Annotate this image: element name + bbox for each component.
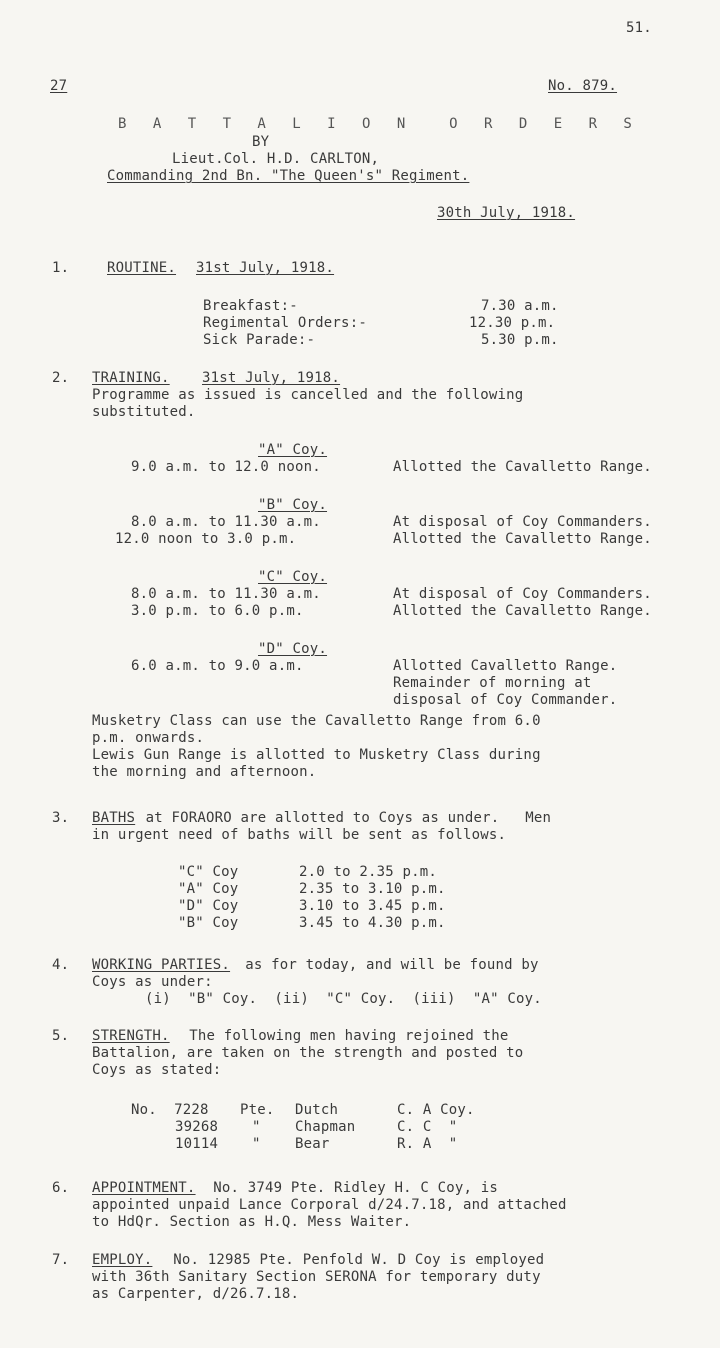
routine-time: 7.30 a.m. (481, 298, 559, 314)
employ-text: as Carpenter, d/26.7.18. (92, 1286, 300, 1302)
strength-number: No. 7228 (131, 1102, 209, 1118)
coy-duty: Allotted Cavalletto Range. (393, 658, 618, 674)
baths-coy: "C" Coy (178, 864, 239, 880)
training-note: p.m. onwards. (92, 730, 205, 746)
working-parties-text: as for today, and will be found by (228, 957, 539, 973)
strength-coy: R. A " (397, 1136, 458, 1152)
section-number: 3. (52, 810, 70, 826)
section-heading-working-parties: WORKING PARTIES. (92, 957, 231, 973)
strength-text: Coys as stated: (92, 1062, 222, 1078)
baths-time: 3.45 to 4.30 p.m. (299, 915, 446, 931)
strength-number: 10114 (175, 1136, 219, 1152)
strength-rank: Pte. (240, 1102, 275, 1118)
coy-time: 8.0 a.m. to 11.30 a.m. (131, 514, 321, 530)
employ-text: with 36th Sanitary Section SERONA for temporary duty (92, 1269, 541, 1285)
section-number: 5. (52, 1028, 70, 1044)
strength-text: The following men having rejoined the (172, 1028, 509, 1044)
section-heading-training: TRAINING. (92, 370, 170, 386)
orders-date: 30th July, 1918. (437, 205, 576, 221)
baths-time: 2.0 to 2.35 p.m. (299, 864, 438, 880)
working-parties-text: Coys as under: (92, 974, 213, 990)
section-heading-routine: ROUTINE. (107, 260, 177, 276)
section-number: 4. (52, 957, 70, 973)
coy-duty: Allotted the Cavalletto Range. (393, 603, 652, 619)
page-number: 51. (626, 20, 652, 36)
routine-label: Regimental Orders:- (203, 315, 367, 331)
working-parties-coys: (i) "B" Coy. (ii) "C" Coy. (iii) "A" Coy. (145, 991, 542, 1007)
coy-heading-c: "C" Coy. (258, 569, 328, 585)
routine-time: 5.30 p.m. (481, 332, 559, 348)
baths-coy: "D" Coy (178, 898, 239, 914)
section-number: 7. (52, 1252, 70, 1268)
training-intro: Programme as issued is cancelled and the following (92, 387, 524, 403)
strength-rank: " (252, 1119, 261, 1135)
coy-time: 8.0 a.m. to 11.30 a.m. (131, 586, 321, 602)
strength-coy: C. A Coy. (397, 1102, 475, 1118)
orders-by: BY (252, 134, 270, 150)
baths-coy: "A" Coy (178, 881, 239, 897)
strength-name: Chapman (295, 1119, 356, 1135)
appointment-text: No. 3749 Pte. Ridley H. C Coy, is (196, 1180, 499, 1196)
baths-coy: "B" Coy (178, 915, 239, 931)
routine-label: Sick Parade:- (203, 332, 316, 348)
baths-text: at FORAORO are allotted to Coys as under. Men (137, 810, 552, 826)
section-number: 2. (52, 370, 70, 386)
coy-duty-extra: disposal of Coy Commander. (393, 692, 618, 708)
coy-time: 6.0 a.m. to 9.0 a.m. (131, 658, 304, 674)
appointment-text: to HdQr. Section as H.Q. Mess Waiter. (92, 1214, 412, 1230)
routine-time: 12.30 p.m. (469, 315, 556, 331)
strength-number: 39268 (175, 1119, 219, 1135)
coy-time: 12.0 noon to 3.0 p.m. (115, 531, 297, 547)
coy-duty-extra: Remainder of morning at (393, 675, 592, 691)
training-note: Lewis Gun Range is allotted to Musketry Class during (92, 747, 541, 763)
section-heading-employ: EMPLOY. (92, 1252, 153, 1268)
commanding-officer: Lieut.Col. H.D. CARLTON, (172, 151, 380, 167)
training-note: Musketry Class can use the Cavalletto Range from 6.0 (92, 713, 541, 729)
orders-title: B A T T A L I O N O R D E R S (118, 116, 641, 132)
document-reference: 27 (50, 78, 68, 94)
section-heading-strength: STRENGTH. (92, 1028, 170, 1044)
strength-name: Dutch (295, 1102, 339, 1118)
routine-label: Breakfast:- (203, 298, 298, 314)
baths-text: in urgent need of baths will be sent as follows. (92, 827, 507, 843)
section-number: 6. (52, 1180, 70, 1196)
baths-time: 3.10 to 3.45 p.m. (299, 898, 446, 914)
training-note: the morning and afternoon. (92, 764, 317, 780)
coy-heading-a: "A" Coy. (258, 442, 328, 458)
section-heading-appointment: APPOINTMENT. (92, 1180, 196, 1196)
routine-date: 31st July, 1918. (196, 260, 335, 276)
coy-duty: Allotted the Cavalletto Range. (393, 459, 652, 475)
coy-duty: At disposal of Coy Commanders. (393, 586, 652, 602)
strength-coy: C. C " (397, 1119, 458, 1135)
order-number: No. 879. (548, 78, 618, 94)
strength-name: Bear (295, 1136, 330, 1152)
coy-time: 3.0 p.m. to 6.0 p.m. (131, 603, 304, 619)
strength-rank: " (252, 1136, 261, 1152)
coy-heading-b: "B" Coy. (258, 497, 328, 513)
training-intro: substituted. (92, 404, 196, 420)
section-number: 1. (52, 260, 70, 276)
employ-text: No. 12985 Pte. Penfold W. D Coy is employed (156, 1252, 545, 1268)
appointment-text: appointed unpaid Lance Corporal d/24.7.18, and attached (92, 1197, 567, 1213)
command-line: Commanding 2nd Bn. "The Queen's" Regiment. (107, 168, 470, 184)
coy-duty: Allotted the Cavalletto Range. (393, 531, 652, 547)
baths-time: 2.35 to 3.10 p.m. (299, 881, 446, 897)
coy-duty: At disposal of Coy Commanders. (393, 514, 652, 530)
strength-text: Battalion, are taken on the strength and posted to (92, 1045, 524, 1061)
training-date: 31st July, 1918. (202, 370, 341, 386)
section-heading-baths: BATHS (92, 810, 136, 826)
coy-time: 9.0 a.m. to 12.0 noon. (131, 459, 321, 475)
coy-heading-d: "D" Coy. (258, 641, 328, 657)
